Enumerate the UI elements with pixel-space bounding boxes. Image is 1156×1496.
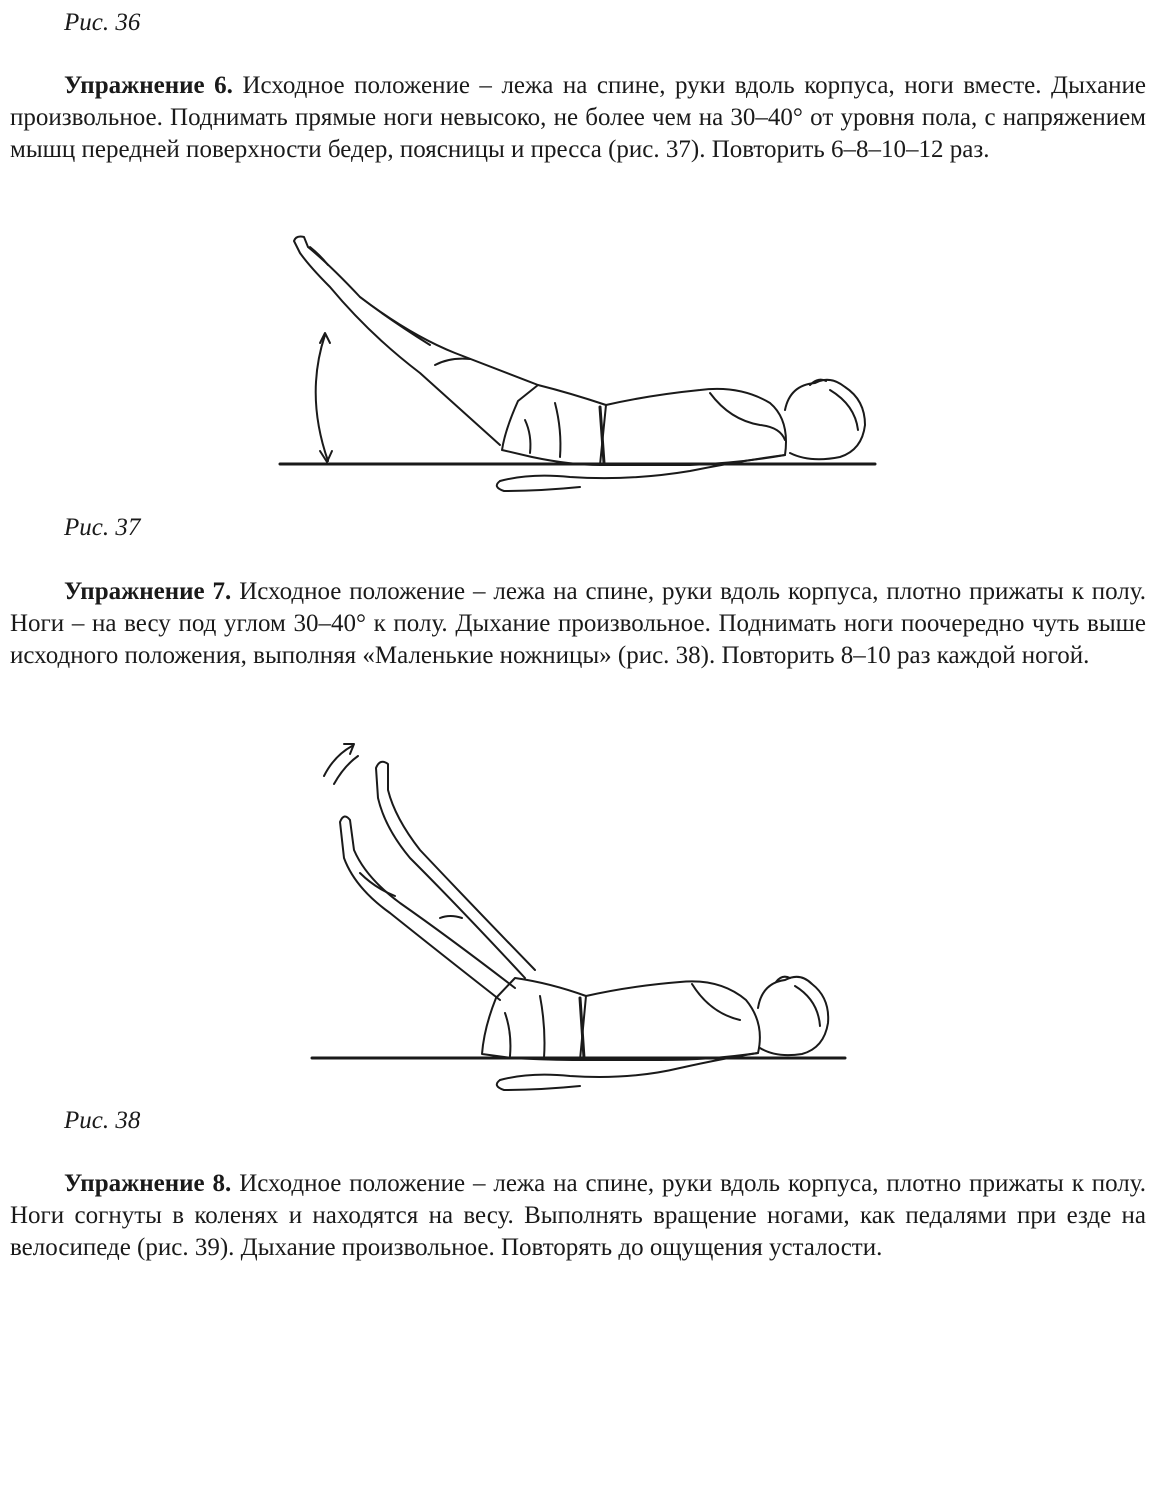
- figure-caption-36: Рис. 36: [64, 9, 141, 36]
- legs-outline: [294, 237, 538, 446]
- exercise-8-title: Упражнение 8.: [64, 1170, 232, 1197]
- torso: [580, 981, 760, 1060]
- lower-leg: [340, 816, 515, 1000]
- angle-arc: [316, 335, 328, 461]
- motion-arc-2: [334, 756, 358, 784]
- skirt: [502, 385, 606, 465]
- exercise-6-text: Исходное положение – лежа на спине, руки вдоль корпуса, ноги вместе. Дыхание произвольное. Поднимать прямые ноги невысоко, не более чем на 30–40° от уровня пола, с напряжением мышц передней поверхности бедер, поясницы и пресса (рис. 37). Повторить 6–8–10–12 раз.: [10, 72, 1147, 163]
- torso: [600, 389, 786, 465]
- upper-leg: [376, 762, 535, 978]
- figure-caption-37: Рис. 37: [64, 514, 141, 541]
- exercise-6-title: Упражнение 6.: [64, 72, 233, 99]
- exercise-7-paragraph: [10, 576, 1146, 672]
- figure-caption-38: Рис. 38: [64, 1107, 141, 1134]
- figure-38-illustration: [300, 738, 860, 1098]
- figure-37-illustration: [270, 225, 890, 510]
- exercise-8-text: Исходное положение – лежа на спине, руки вдоль корпуса, плотно прижаты к полу. Ноги согнуты в коленях и находятся на весу. Выполнять вращение ногами, как педалями при езде на велосипеде (рис. 39). Дыхание произвольное. Повторять до ощущения усталости.: [10, 1170, 1147, 1261]
- exercise-7-text: Исходное положение – лежа на спине, руки вдоль корпуса, плотно прижаты к полу. Ноги – на весу под углом 30–40° к полу. Дыхание произвольное. Поднимать ноги поочередно чуть выше исходного положения, выполняя «Маленькие ножницы» (рис. 38). Повторить 8–10 раз каждой ногой.: [10, 578, 1147, 669]
- motion-arc-1: [324, 746, 352, 776]
- skirt: [482, 978, 586, 1060]
- exercise-8-paragraph: [10, 1168, 1146, 1264]
- exercise-6-paragraph: [10, 70, 1146, 166]
- exercise-7-title: Упражнение 7.: [64, 578, 232, 605]
- head: [785, 380, 865, 459]
